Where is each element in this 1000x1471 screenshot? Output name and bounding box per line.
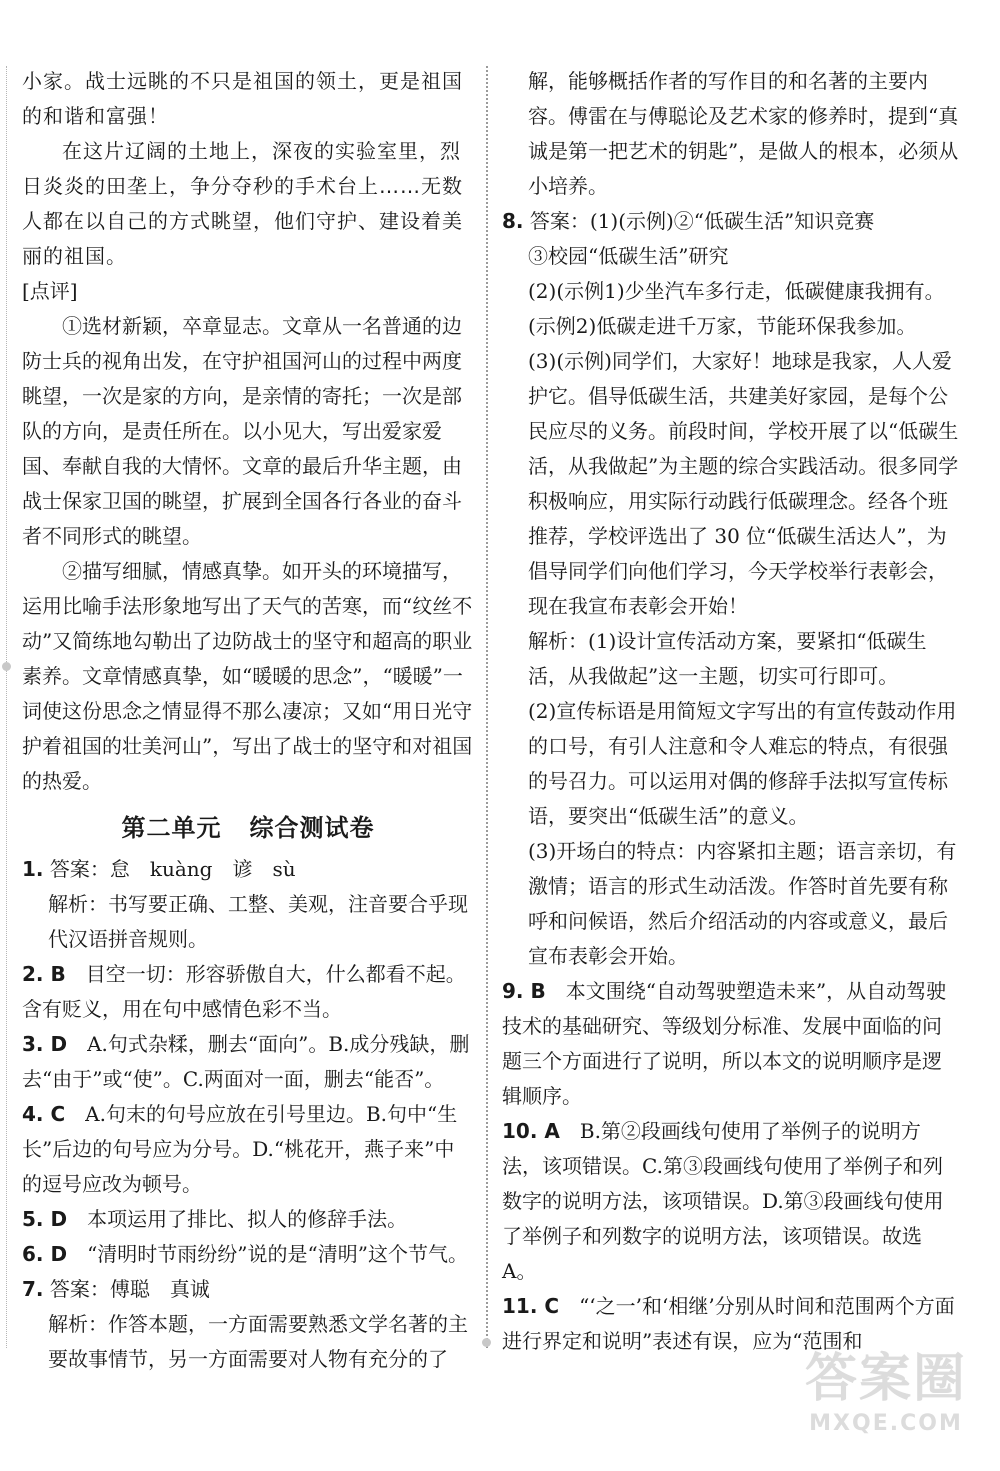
unit-title: 第二单元 [121, 814, 222, 842]
answer-item [22, 852, 474, 887]
watermark-logo [786, 1347, 986, 1457]
answer-item [22, 957, 474, 1027]
answer-text: (1)(示例)②“低碳生活”知识竞赛 [589, 209, 875, 233]
watermark-url: MXQE.COM [809, 1411, 963, 1436]
analysis [502, 624, 960, 694]
analysis-label: 解析： [48, 892, 108, 916]
answer-item [22, 1272, 474, 1307]
answer-text: ③校园“低碳生活”研究 [528, 244, 729, 268]
analysis-text: 书写要正确、工整、美观，注音要合乎现代汉语拼音规则。 [48, 892, 468, 951]
answer-text: 目空一切：形容骄傲自大，什么都看不起。含有贬义，用在句中感情色彩不当。 [22, 962, 466, 1021]
right-column [502, 64, 960, 1359]
answer-item [502, 1114, 960, 1289]
answer-item [22, 1237, 474, 1272]
binding-hole-mark [482, 1338, 491, 1347]
answer-text: A.句式杂糅，删去“面向”。B.成分残缺，删去“由于”或“使”。C.两面对一面，删去“能否”。 [22, 1032, 470, 1091]
answer-item [22, 1202, 474, 1237]
answer-text: 怠 kuàng 谚 sù [109, 857, 296, 881]
answer-item [502, 974, 960, 1114]
item-number: 1. [22, 857, 44, 881]
item-number: 11. C [502, 1294, 560, 1318]
answer-text: B.第②段画线句使用了举例子的说明方法，该项错误。C.第③段画线句使用了举例子和列数字的说明方法，该项错误。D.第③段画线句使用了举例子和列数字的说明方法，该项错误。故选 A。 [502, 1119, 944, 1283]
answer-text: A.句末的句号应放在引号里边。B.句中“生长”后边的句号应为分号。D.“桃花开，燕子来”中的逗号应改为顿号。 [22, 1102, 458, 1196]
left-margin-rule [6, 66, 7, 1348]
answer-text: “‘之一’和‘相继’分别从时间和范围两个方面进行界定和说明”表述有误，应为“范围和 [502, 1294, 955, 1353]
answer-label: 答案： [49, 1277, 110, 1301]
answer-text: 本项运用了排比、拟人的修辞手法。 [87, 1207, 408, 1231]
analysis-label: 解析： [528, 629, 588, 653]
item-number: 7. [22, 1277, 44, 1301]
item-number: 3. D [22, 1032, 68, 1056]
review-point: ②描写细腻，情感真挚。如开头的环境描写，运用比喻手法形象地写出了天气的苦寒，而“纹丝不动”又简练地勾勒出了边防战士的坚守和超高的职业素养。文章情感真挚，如“暖暖的思念”，“暖暖”一词使这份思念之情显得不那么凄凉；又如“用日光守护着祖国的壮美河山”，写出了战士的坚守和对祖国的热爱。 [22, 559, 473, 793]
binding-hole-mark [2, 662, 11, 671]
answer-text: (3)(示例)同学们，大家好！地球是我家，人人爱护它。倡导低碳生活，共建美好家园，是每个公民应尽的义务。前段时间，学校开展了以“低碳生活，从我做起”为主题的综合实践活动。很多同学积极响应，用实际行动践行低碳理念。经各个班推荐，学校评选出了 30 位“低碳生活达人”，为倡导同学们向他们学习，今天学校举行表彰会，现在我宣布表彰会开始！ [528, 349, 959, 618]
column-divider [486, 66, 488, 1348]
analysis-text: 作答本题，一方面需要熟悉文学名著的主要故事情节，另一方面需要对人物有充分的了 [48, 1312, 468, 1371]
analysis-label: 解析： [48, 1312, 108, 1336]
answer-text: 傅聪 真诚 [109, 1277, 210, 1301]
test-title: 综合测试卷 [249, 814, 375, 842]
analysis-text: (2)宣传标语是用简短文字写出的有宣传鼓动作用的口号，有引人注意和令人难忘的特点，有很强的号召力。可以运用对偶的修辞手法拟写宣传标语，要突出“低碳生活”的意义。 [528, 699, 957, 828]
item-number: 2. B [22, 962, 66, 986]
item-number: 4. C [22, 1102, 66, 1126]
essay-paragraph: 小家。战士远眺的不只是祖国的领土，更是祖国的和谐和富强！ [22, 69, 463, 128]
answer-item [502, 204, 960, 239]
analysis-text: (1)设计宣传活动方案，要紧扣“低碳生活，从我做起”这一主题，切实可行即可。 [528, 629, 927, 688]
item-number: 6. D [22, 1242, 68, 1266]
review-point: ①选材新颖，卒章显志。文章从一名普通的边防士兵的视角出发，在守护祖国河山的过程中两度眺望，一次是家的方向，是亲情的寄托；一次是部队的方向，是责任所在。以小见大，写出爱家爱国、奉献自我的大情怀。文章的最后升华主题，由战士保家卫国的眺望，扩展到全国各行各业的奋斗者不同形式的眺望。 [22, 314, 462, 548]
essay-paragraph: 在这片辽阔的土地上，深夜的实验室里，烈日炎炎的田垄上，争分夺秒的手术台上……无数人都在以自己的方式眺望，他们守护、建设着美丽的祖国。 [22, 139, 463, 268]
analysis [22, 1307, 474, 1377]
analysis-text: (3)开场白的特点：内容紧扣主题；语言亲切，有激情；语言的形式生动活泼。作答时首先要有称呼和问候语，然后介绍活动的内容或意义，最后宣布表彰会开始。 [528, 839, 957, 968]
watermark-text: 答案圈 [804, 1349, 967, 1409]
item-number: 9. B [502, 979, 546, 1003]
answer-label: 答案： [49, 857, 110, 881]
left-column [22, 64, 474, 1377]
answer-text: (2)(示例1)少坐汽车多行走，低碳健康我拥有。 [528, 279, 945, 303]
item-number: 8. [502, 209, 524, 233]
item-number: 5. D [22, 1207, 68, 1231]
answer-text: 本文围绕“自动驾驶塑造未来”，从自动驾驶技术的基础研究、等级划分标准、发展中面临的问题三个方面进行了说明，所以本文的说明顺序是逻辑顺序。 [502, 979, 947, 1108]
answer-item [22, 1097, 474, 1202]
answer-text: “清明时节雨纷纷”说的是“清明”这个节气。 [87, 1242, 468, 1266]
section-heading [22, 811, 474, 846]
answer-label: 答案： [529, 209, 590, 233]
analysis-continued: 解，能够概括作者的写作目的和名著的主要内容。傅雷在与傅聪论及艺术家的修养时，提到“真诚是第一把艺术的钥匙”，是做人的根本，必须从小培养。 [528, 69, 959, 198]
analysis [22, 887, 474, 957]
answer-text: (示例2)低碳走进千万家，节能环保我参加。 [528, 314, 917, 338]
review-label: [点评] [22, 279, 78, 303]
item-number: 10. A [502, 1119, 560, 1143]
answer-item [22, 1027, 474, 1097]
